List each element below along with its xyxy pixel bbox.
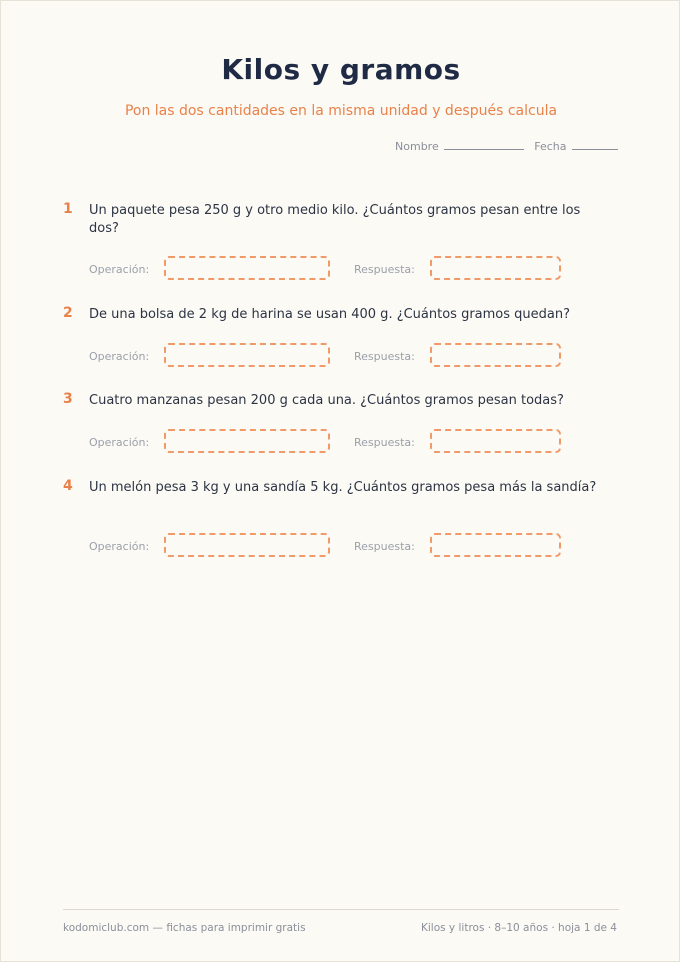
question-number: 4 bbox=[63, 478, 73, 494]
operation-label: Operación: bbox=[89, 263, 150, 276]
question-text: Un melón pesa 3 kg y una sandía 5 kg. ¿Cuántos gramos pesa más la sandía? bbox=[89, 480, 597, 495]
question-text: Cuatro manzanas pesan 200 g cada una. ¿Cuántos gramos pesan todas? bbox=[89, 393, 564, 408]
answer-row bbox=[89, 429, 569, 457]
operation-label: Operación: bbox=[89, 350, 150, 363]
question-number: 3 bbox=[63, 391, 73, 407]
question-text: De una bolsa de 2 kg de harina se usan 400 g. ¿Cuántos gramos quedan? bbox=[89, 307, 571, 322]
answer-box[interactable] bbox=[430, 533, 561, 557]
answer-label: Respuesta: bbox=[354, 350, 415, 363]
question-number: 1 bbox=[63, 201, 73, 217]
page-subtitle: Pon las dos cantidades en la misma unidad y después calcula bbox=[124, 103, 558, 119]
name-line bbox=[444, 148, 524, 150]
name-date-fields bbox=[395, 140, 618, 153]
operation-label: Operación: bbox=[89, 540, 150, 553]
date-line bbox=[572, 148, 618, 150]
operation-label: Operación: bbox=[89, 436, 150, 449]
answer-label: Respuesta: bbox=[354, 436, 415, 449]
answer-row bbox=[89, 343, 569, 371]
operation-box[interactable] bbox=[164, 533, 330, 557]
answer-box[interactable] bbox=[430, 429, 561, 453]
footer-site-link[interactable]: kodomiclub.com — fichas para imprimir gratis bbox=[63, 922, 306, 934]
answer-box[interactable] bbox=[430, 256, 561, 280]
question-text: Un paquete pesa 250 g y otro medio kilo. ¿Cuántos gramos pesan entre los dos? bbox=[89, 203, 581, 236]
footer-sheet-info: Kilos y litros · 8–10 años · hoja 1 de 4 bbox=[420, 922, 617, 934]
question-number: 2 bbox=[63, 305, 73, 321]
answer-label: Respuesta: bbox=[354, 540, 415, 553]
operation-box[interactable] bbox=[164, 343, 330, 367]
date-label: Fecha bbox=[534, 140, 567, 153]
answer-label: Respuesta: bbox=[354, 263, 415, 276]
name-field[interactable] bbox=[395, 140, 524, 153]
answer-box[interactable] bbox=[430, 343, 561, 367]
name-label: Nombre bbox=[395, 140, 439, 153]
operation-box[interactable] bbox=[164, 429, 330, 453]
answer-row bbox=[89, 256, 569, 284]
answer-row bbox=[89, 533, 569, 561]
date-field[interactable] bbox=[534, 140, 618, 153]
footer-divider bbox=[63, 909, 619, 910]
operation-box[interactable] bbox=[164, 256, 330, 280]
page-title: Kilos y gramos bbox=[221, 53, 461, 86]
